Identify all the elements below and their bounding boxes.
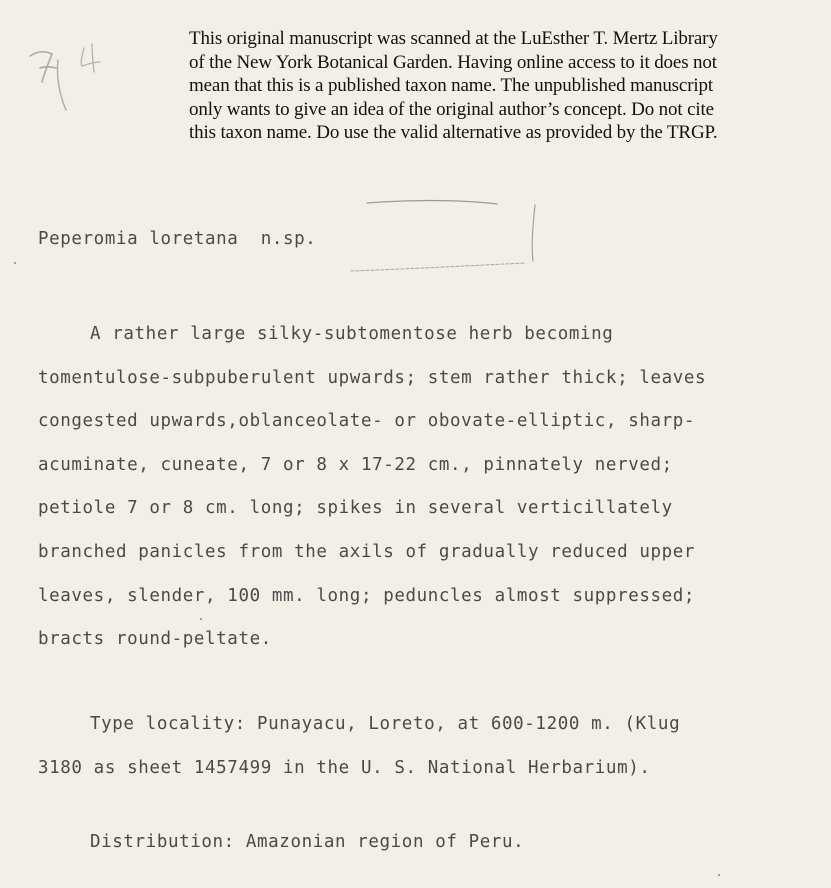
species-name: Peperomia loretana xyxy=(38,229,239,249)
description-line: petiole 7 or 8 cm. long; spikes in several verticillately xyxy=(38,498,673,519)
library-notice xyxy=(189,27,815,145)
type-locality-line: Type locality: Punayacu, Loreto, at 600-1200 m. (Klug xyxy=(90,714,681,734)
notice-line: This original manuscript was scanned at the LuEsther T. Mertz Library xyxy=(189,28,718,49)
description-line: branched panicles from the axils of gradually reduced upper xyxy=(38,541,696,562)
paper-speck xyxy=(14,262,16,264)
description-line: leaves, slender, 100 mm. long; peduncles almost suppressed; xyxy=(38,585,696,606)
notice-line: only wants to give an idea of the original author’s concept. Do not cite xyxy=(189,98,714,120)
type-locality-line: 3180 as sheet 1457499 in the U. S. National Herbarium). xyxy=(38,757,651,778)
species-title xyxy=(38,229,316,249)
paper-speck xyxy=(718,874,720,876)
species-description xyxy=(38,313,706,662)
type-locality xyxy=(38,703,680,790)
distribution: Distribution: Amazonian region of Peru. xyxy=(90,832,525,852)
handwritten-number-mark xyxy=(22,38,132,128)
description-line: congested upwards,oblanceolate- or obovate-elliptic, sharp- xyxy=(38,411,696,432)
notice-line: this taxon name. Do use the valid alternative as provided by the TRGP. xyxy=(189,122,718,143)
notice-line: of the New York Botanical Garden. Having online access to it does not xyxy=(189,51,717,73)
description-line: bracts round-peltate. xyxy=(38,629,272,650)
pencil-bracket-mark xyxy=(345,195,545,280)
description-line: A rather large silky-subtomentose herb becoming xyxy=(90,324,614,344)
notice-line: mean that this is a published taxon name. The unpublished manuscript xyxy=(189,75,713,96)
description-line: acuminate, cuneate, 7 or 8 x 17-22 cm., pinnately nerved; xyxy=(38,454,673,475)
species-status: n.sp. xyxy=(260,229,317,249)
paper-speck xyxy=(200,618,202,620)
description-line: tomentulose-subpuberulent upwards; stem rather thick; leaves xyxy=(38,367,707,388)
